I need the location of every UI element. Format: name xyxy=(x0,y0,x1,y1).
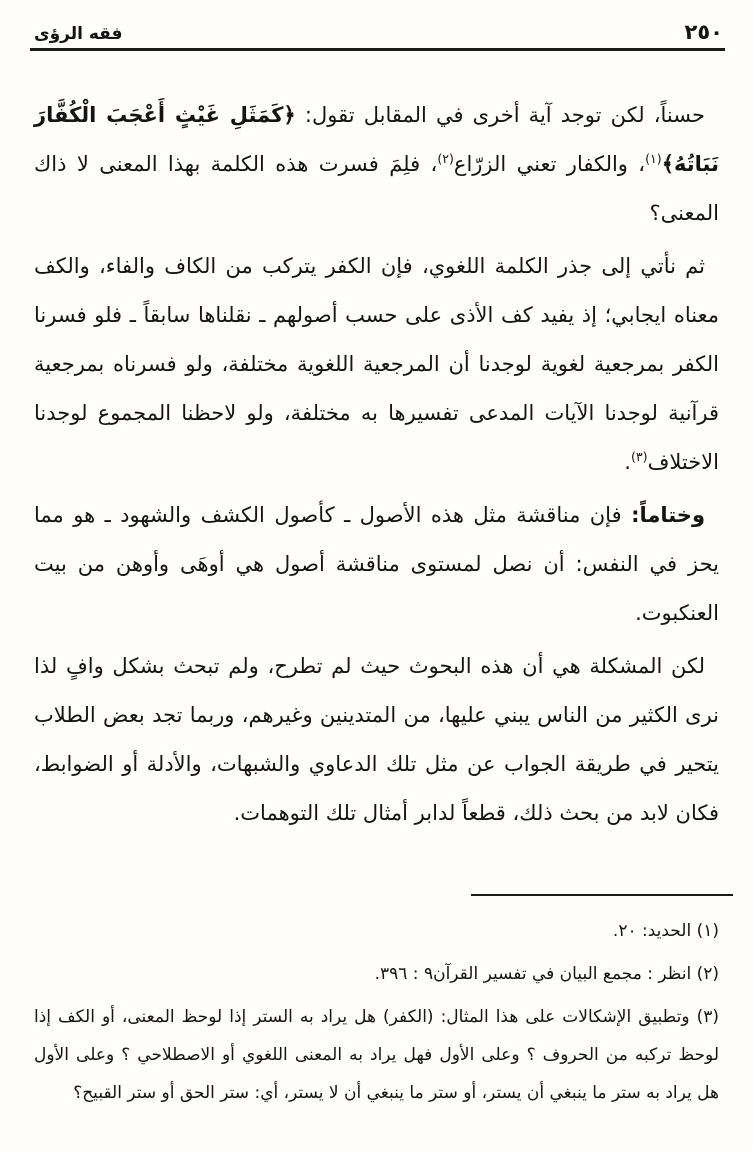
footnote-ref-3: (٣) xyxy=(630,449,648,464)
footnote xyxy=(34,912,719,950)
header-rule xyxy=(30,48,725,51)
text-run: ، والكفار تعني الزرّاع xyxy=(453,152,646,176)
text-run: لكن المشكلة هي أن هذه البحوث حيث لم تطرح، ولم تبحث بشكل وافٍ لذا نرى الكثير من الناس يبني عليها، من المتدينين وغيرهم، وربما تجد بعض الطلاب يتحير في طريقة الجواب عن مثل تلك الدعاوي والشبهات، والأدلة أو الضوابط، فكان لابد من بحث ذلك، قطعاً لدابر أمثال تلك التوهمات. xyxy=(34,654,719,825)
text-run: (١) الحديد: ٢٠. xyxy=(612,921,719,941)
body-paragraph xyxy=(34,91,719,238)
text-run: (٢) انظر : مجمع البيان في تفسير القرآن٩ : ٣٩٦. xyxy=(374,964,719,984)
body-paragraph xyxy=(34,242,719,487)
footnote-separator xyxy=(471,894,733,896)
quran-verse: ﴿كَمَثَلِ غَيْثٍ أَعْجَبَ الْكُفَّارَ نَبَاتُهُ﴾ xyxy=(34,103,719,176)
text-run: ثم نأتي إلى جذر الكلمة اللغوي، فإن الكفر يتركب من الكاف والفاء، والكف معناه ايجابي؛ إذ يفيد كف الأذى على حسب أصولهم ـ نقلناها سابقاً ـ فلو فسرنا الكفر بمرجعية لغوية لوجدنا أن المرجعية اللغوية مختلفة، ولو فسرناه بمرجعية قرآنية لوجدنا الآيات المدعى تفسيرها به مختلفة، ولو لاحظنا المجموع لوجدنا الاختلاف xyxy=(34,254,719,474)
lead-word: وختاماً: xyxy=(631,503,705,527)
text-run: حسناً، لكن توجد آية أخرى في المقابل تقول: xyxy=(295,103,705,127)
text-run: فإن مناقشة مثل هذه الأصول ـ كأصول الكشف والشهود ـ هو مما يحز في النفس: أن نصل لمستوى مناقشة أصول هي أوهَى وأوهن من بيت العنكبوت. xyxy=(34,503,719,625)
text-run: ، فلِمَ فسرت هذه الكلمة بهذا المعنى لا ذاك المعنى؟ xyxy=(34,152,719,225)
body-paragraph xyxy=(34,491,719,638)
footnote xyxy=(34,998,719,1112)
page-number: ٢٥٠ xyxy=(684,20,723,44)
footnote-ref-1: (١) xyxy=(645,151,662,166)
book-title: فقه الرؤى xyxy=(34,24,123,44)
body-text xyxy=(0,91,753,838)
text-run: (٣) وتطبيق الإشكالات على هذا المثال: (الكفر) هل يراد به الستر إذا لوحظ المعنى، أو الكف إذا لوحظ تركبه من الحروف ؟ وعلى الأول فهل يراد به المعنى اللغوي أو الاصطلاحي ؟ وعلى الأول هل يراد به ستر ما ينبغي أن يستر، أو ستر ما ينبغي أن لا يستر، أي: ستر الحق أو ستر القبيح؟ xyxy=(34,1007,719,1103)
footnote-ref-2: (٢) xyxy=(437,151,454,166)
footnotes xyxy=(0,912,753,1112)
footnote xyxy=(34,955,719,993)
text-run: . xyxy=(624,450,631,474)
body-paragraph xyxy=(34,642,719,838)
page-header xyxy=(0,0,753,48)
